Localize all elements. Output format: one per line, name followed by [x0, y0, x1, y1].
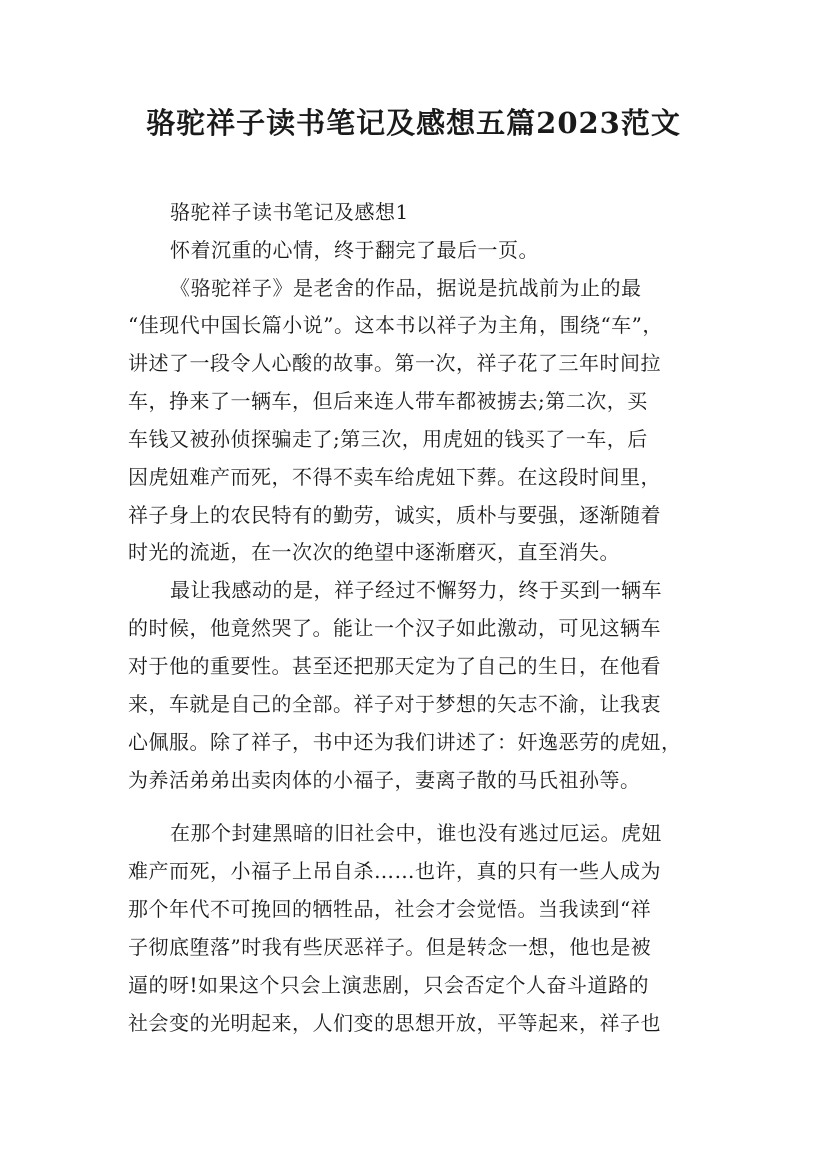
paragraph-line: 因虎妞难产而死，不得不卖车给虎妞下葬。在这段时间里， — [128, 465, 661, 489]
paragraph-line: 车，挣来了一辆车，但后来连人带车都被掳去;第二次，买 — [128, 389, 648, 413]
paragraph-line: 的时候，他竟然哭了。能让一个汉子如此激动，可见这辆车 — [128, 616, 661, 640]
paragraph-line: 最让我感动的是，祥子经过不懈努力，终于买到一辆车 — [170, 578, 662, 602]
paragraph-line: 时光的流逝，在一次次的绝望中逐渐磨灭，直至消失。 — [128, 540, 620, 564]
paragraph-line: 心佩服。除了祥子，书中还为我们讲述了：奸逸恶劳的虎妞， — [128, 730, 682, 754]
paragraph-line: 逼的呀!如果这个只会上演悲剧，只会否定个人奋斗道路的 — [128, 973, 650, 997]
paragraph-line: 为养活弟弟出卖肉体的小福子，妻离子散的马氏祖孙等。 — [128, 768, 641, 792]
paragraph-line: 来，车就是自己的全部。祥子对于梦想的矢志不渝，让我衷 — [128, 692, 661, 716]
paragraph-line: 《骆驼祥子》是老舍的作品，据说是抗战前为止的最 — [170, 276, 642, 300]
paragraph-line: 子彻底堕落”时我有些厌恶祥子。但是转念一想，他也是被 — [128, 935, 652, 959]
paragraph-line: 难产而死，小福子上吊自杀……也许，真的只有一些人成为 — [128, 859, 661, 883]
paragraph-line: 社会变的光明起来，人们变的思想开放，平等起来，祥子也 — [128, 1011, 661, 1035]
paragraph-line: “佳现代中国长篇小说”。这本书以祥子为主角，围绕“车”， — [128, 313, 663, 337]
paragraph-line: 对于他的重要性。甚至还把那天定为了自己的生日，在他看 — [128, 654, 661, 678]
paragraph-line: 车钱又被孙侦探骗走了;第三次，用虎妞的钱买了一车，后 — [128, 427, 648, 451]
paragraph-line: 讲述了一段令人心酸的故事。第一次，祥子花了三年时间拉 — [128, 351, 661, 375]
section-heading: 骆驼祥子读书笔记及感想1 — [170, 200, 409, 224]
paragraph-line: 怀着沉重的心情，终于翻完了最后一页。 — [170, 238, 539, 262]
document-title: 骆驼祥子读书笔记及感想五篇2023范文 — [146, 106, 681, 140]
paragraph-line: 在那个封建黑暗的旧社会中，谁也没有逃过厄运。虎妞 — [170, 821, 662, 845]
paragraph-line: 那个年代不可挽回的牺牲品，社会才会觉悟。当我读到“祥 — [128, 897, 652, 921]
paragraph-line: 祥子身上的农民特有的勤劳，诚实，质朴与要强，逐渐随着 — [128, 503, 661, 527]
